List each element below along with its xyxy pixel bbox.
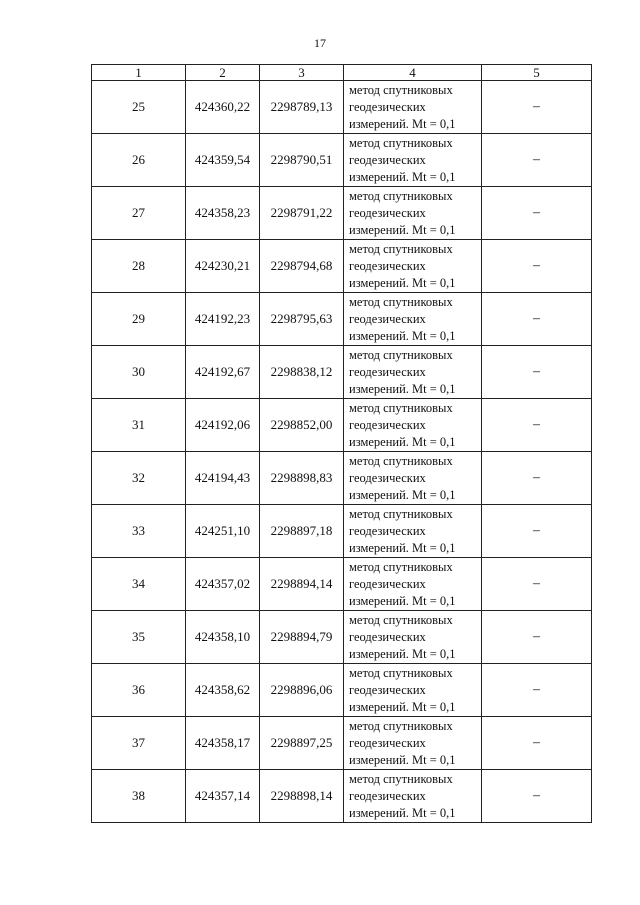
method-text-line: геодезических	[349, 417, 426, 432]
method-text-line: геодезических	[349, 258, 426, 273]
note-cell: –	[482, 664, 592, 717]
method-cell	[344, 717, 482, 770]
method-text-line: метод спутниковых	[349, 665, 453, 680]
method-text-line: измерений. Mt = 0,1	[349, 169, 456, 184]
method-text-line: геодезических	[349, 735, 426, 750]
note-cell: –	[482, 293, 592, 346]
y-coordinate-cell: 2298894,14	[260, 558, 344, 611]
method-cell	[344, 346, 482, 399]
note-cell: –	[482, 611, 592, 664]
y-coordinate-cell: 2298898,83	[260, 452, 344, 505]
method-text-line: геодезических	[349, 364, 426, 379]
method-cell	[344, 399, 482, 452]
method-text-line: измерений. Mt = 0,1	[349, 116, 456, 131]
method-text-line: метод спутниковых	[349, 347, 453, 362]
table-row	[92, 293, 592, 346]
note-cell: –	[482, 505, 592, 558]
method-text-line: метод спутниковых	[349, 241, 453, 256]
x-coordinate-cell: 424357,02	[186, 558, 260, 611]
x-coordinate-cell: 424358,10	[186, 611, 260, 664]
table-row	[92, 399, 592, 452]
note-cell: –	[482, 240, 592, 293]
point-number-cell: 35	[92, 611, 186, 664]
x-coordinate-cell: 424192,06	[186, 399, 260, 452]
method-text-line: метод спутниковых	[349, 400, 453, 415]
point-number-cell: 28	[92, 240, 186, 293]
table-row	[92, 505, 592, 558]
method-text-line: измерений. Mt = 0,1	[349, 805, 456, 820]
method-text-line: измерений. Mt = 0,1	[349, 487, 456, 502]
point-number-cell: 34	[92, 558, 186, 611]
column-header-3: 3	[260, 65, 344, 81]
point-number-cell: 38	[92, 770, 186, 823]
coordinates-table	[91, 64, 592, 823]
method-text-line: геодезических	[349, 629, 426, 644]
point-number-cell: 25	[92, 81, 186, 134]
y-coordinate-cell: 2298897,18	[260, 505, 344, 558]
method-text-line: геодезических	[349, 523, 426, 538]
point-number-cell: 29	[92, 293, 186, 346]
method-text-line: измерений. Mt = 0,1	[349, 540, 456, 555]
method-text-line: измерений. Mt = 0,1	[349, 593, 456, 608]
point-number-cell: 37	[92, 717, 186, 770]
method-cell	[344, 134, 482, 187]
x-coordinate-cell: 424358,17	[186, 717, 260, 770]
column-header-4: 4	[344, 65, 482, 81]
method-cell	[344, 293, 482, 346]
column-header-2: 2	[186, 65, 260, 81]
point-number-cell: 36	[92, 664, 186, 717]
table-header-row	[92, 65, 592, 81]
point-number-cell: 31	[92, 399, 186, 452]
method-text-line: измерений. Mt = 0,1	[349, 752, 456, 767]
note-cell: –	[482, 399, 592, 452]
table-row	[92, 717, 592, 770]
method-text-line: измерений. Mt = 0,1	[349, 381, 456, 396]
table-row	[92, 770, 592, 823]
method-text-line: измерений. Mt = 0,1	[349, 699, 456, 714]
page-number: 17	[314, 36, 326, 50]
x-coordinate-cell: 424192,67	[186, 346, 260, 399]
note-cell: –	[482, 717, 592, 770]
method-cell	[344, 505, 482, 558]
table-row	[92, 81, 592, 134]
method-text-line: измерений. Mt = 0,1	[349, 328, 456, 343]
x-coordinate-cell: 424360,22	[186, 81, 260, 134]
table-row	[92, 240, 592, 293]
x-coordinate-cell: 424230,21	[186, 240, 260, 293]
method-cell	[344, 558, 482, 611]
note-cell: –	[482, 187, 592, 240]
x-coordinate-cell: 424194,43	[186, 452, 260, 505]
method-text-line: метод спутниковых	[349, 506, 453, 521]
method-text-line: геодезических	[349, 99, 426, 114]
y-coordinate-cell: 2298852,00	[260, 399, 344, 452]
method-text-line: метод спутниковых	[349, 82, 453, 97]
x-coordinate-cell: 424192,23	[186, 293, 260, 346]
note-cell: –	[482, 770, 592, 823]
y-coordinate-cell: 2298790,51	[260, 134, 344, 187]
method-text-line: метод спутниковых	[349, 453, 453, 468]
x-coordinate-cell: 424357,14	[186, 770, 260, 823]
method-text-line: измерений. Mt = 0,1	[349, 222, 456, 237]
y-coordinate-cell: 2298838,12	[260, 346, 344, 399]
method-text-line: метод спутниковых	[349, 559, 453, 574]
method-text-line: геодезических	[349, 788, 426, 803]
column-header-5: 5	[482, 65, 592, 81]
table-row	[92, 452, 592, 505]
point-number-cell: 30	[92, 346, 186, 399]
method-text-line: метод спутниковых	[349, 294, 453, 309]
table-row	[92, 346, 592, 399]
y-coordinate-cell: 2298897,25	[260, 717, 344, 770]
method-cell	[344, 452, 482, 505]
x-coordinate-cell: 424358,23	[186, 187, 260, 240]
method-cell	[344, 664, 482, 717]
note-cell: –	[482, 81, 592, 134]
y-coordinate-cell: 2298791,22	[260, 187, 344, 240]
table-row	[92, 187, 592, 240]
table-row	[92, 664, 592, 717]
table-row	[92, 558, 592, 611]
y-coordinate-cell: 2298794,68	[260, 240, 344, 293]
y-coordinate-cell: 2298894,79	[260, 611, 344, 664]
method-text-line: геодезических	[349, 152, 426, 167]
x-coordinate-cell: 424251,10	[186, 505, 260, 558]
note-cell: –	[482, 134, 592, 187]
y-coordinate-cell: 2298896,06	[260, 664, 344, 717]
method-text-line: метод спутниковых	[349, 188, 453, 203]
method-text-line: геодезических	[349, 470, 426, 485]
point-number-cell: 33	[92, 505, 186, 558]
point-number-cell: 32	[92, 452, 186, 505]
y-coordinate-cell: 2298789,13	[260, 81, 344, 134]
method-text-line: геодезических	[349, 205, 426, 220]
note-cell: –	[482, 346, 592, 399]
x-coordinate-cell: 424358,62	[186, 664, 260, 717]
method-text-line: геодезических	[349, 311, 426, 326]
method-text-line: геодезических	[349, 576, 426, 591]
method-cell	[344, 240, 482, 293]
method-text-line: геодезических	[349, 682, 426, 697]
method-text-line: измерений. Mt = 0,1	[349, 275, 456, 290]
method-text-line: метод спутниковых	[349, 135, 453, 150]
point-number-cell: 27	[92, 187, 186, 240]
table-row	[92, 611, 592, 664]
method-text-line: измерений. Mt = 0,1	[349, 434, 456, 449]
x-coordinate-cell: 424359,54	[186, 134, 260, 187]
method-text-line: метод спутниковых	[349, 612, 453, 627]
method-text-line: метод спутниковых	[349, 771, 453, 786]
note-cell: –	[482, 452, 592, 505]
method-text-line: измерений. Mt = 0,1	[349, 646, 456, 661]
table-body	[92, 81, 592, 823]
y-coordinate-cell: 2298898,14	[260, 770, 344, 823]
method-text-line: метод спутниковых	[349, 718, 453, 733]
point-number-cell: 26	[92, 134, 186, 187]
method-cell	[344, 611, 482, 664]
y-coordinate-cell: 2298795,63	[260, 293, 344, 346]
column-header-1: 1	[92, 65, 186, 81]
method-cell	[344, 770, 482, 823]
note-cell: –	[482, 558, 592, 611]
table-row	[92, 134, 592, 187]
method-cell	[344, 81, 482, 134]
method-cell	[344, 187, 482, 240]
